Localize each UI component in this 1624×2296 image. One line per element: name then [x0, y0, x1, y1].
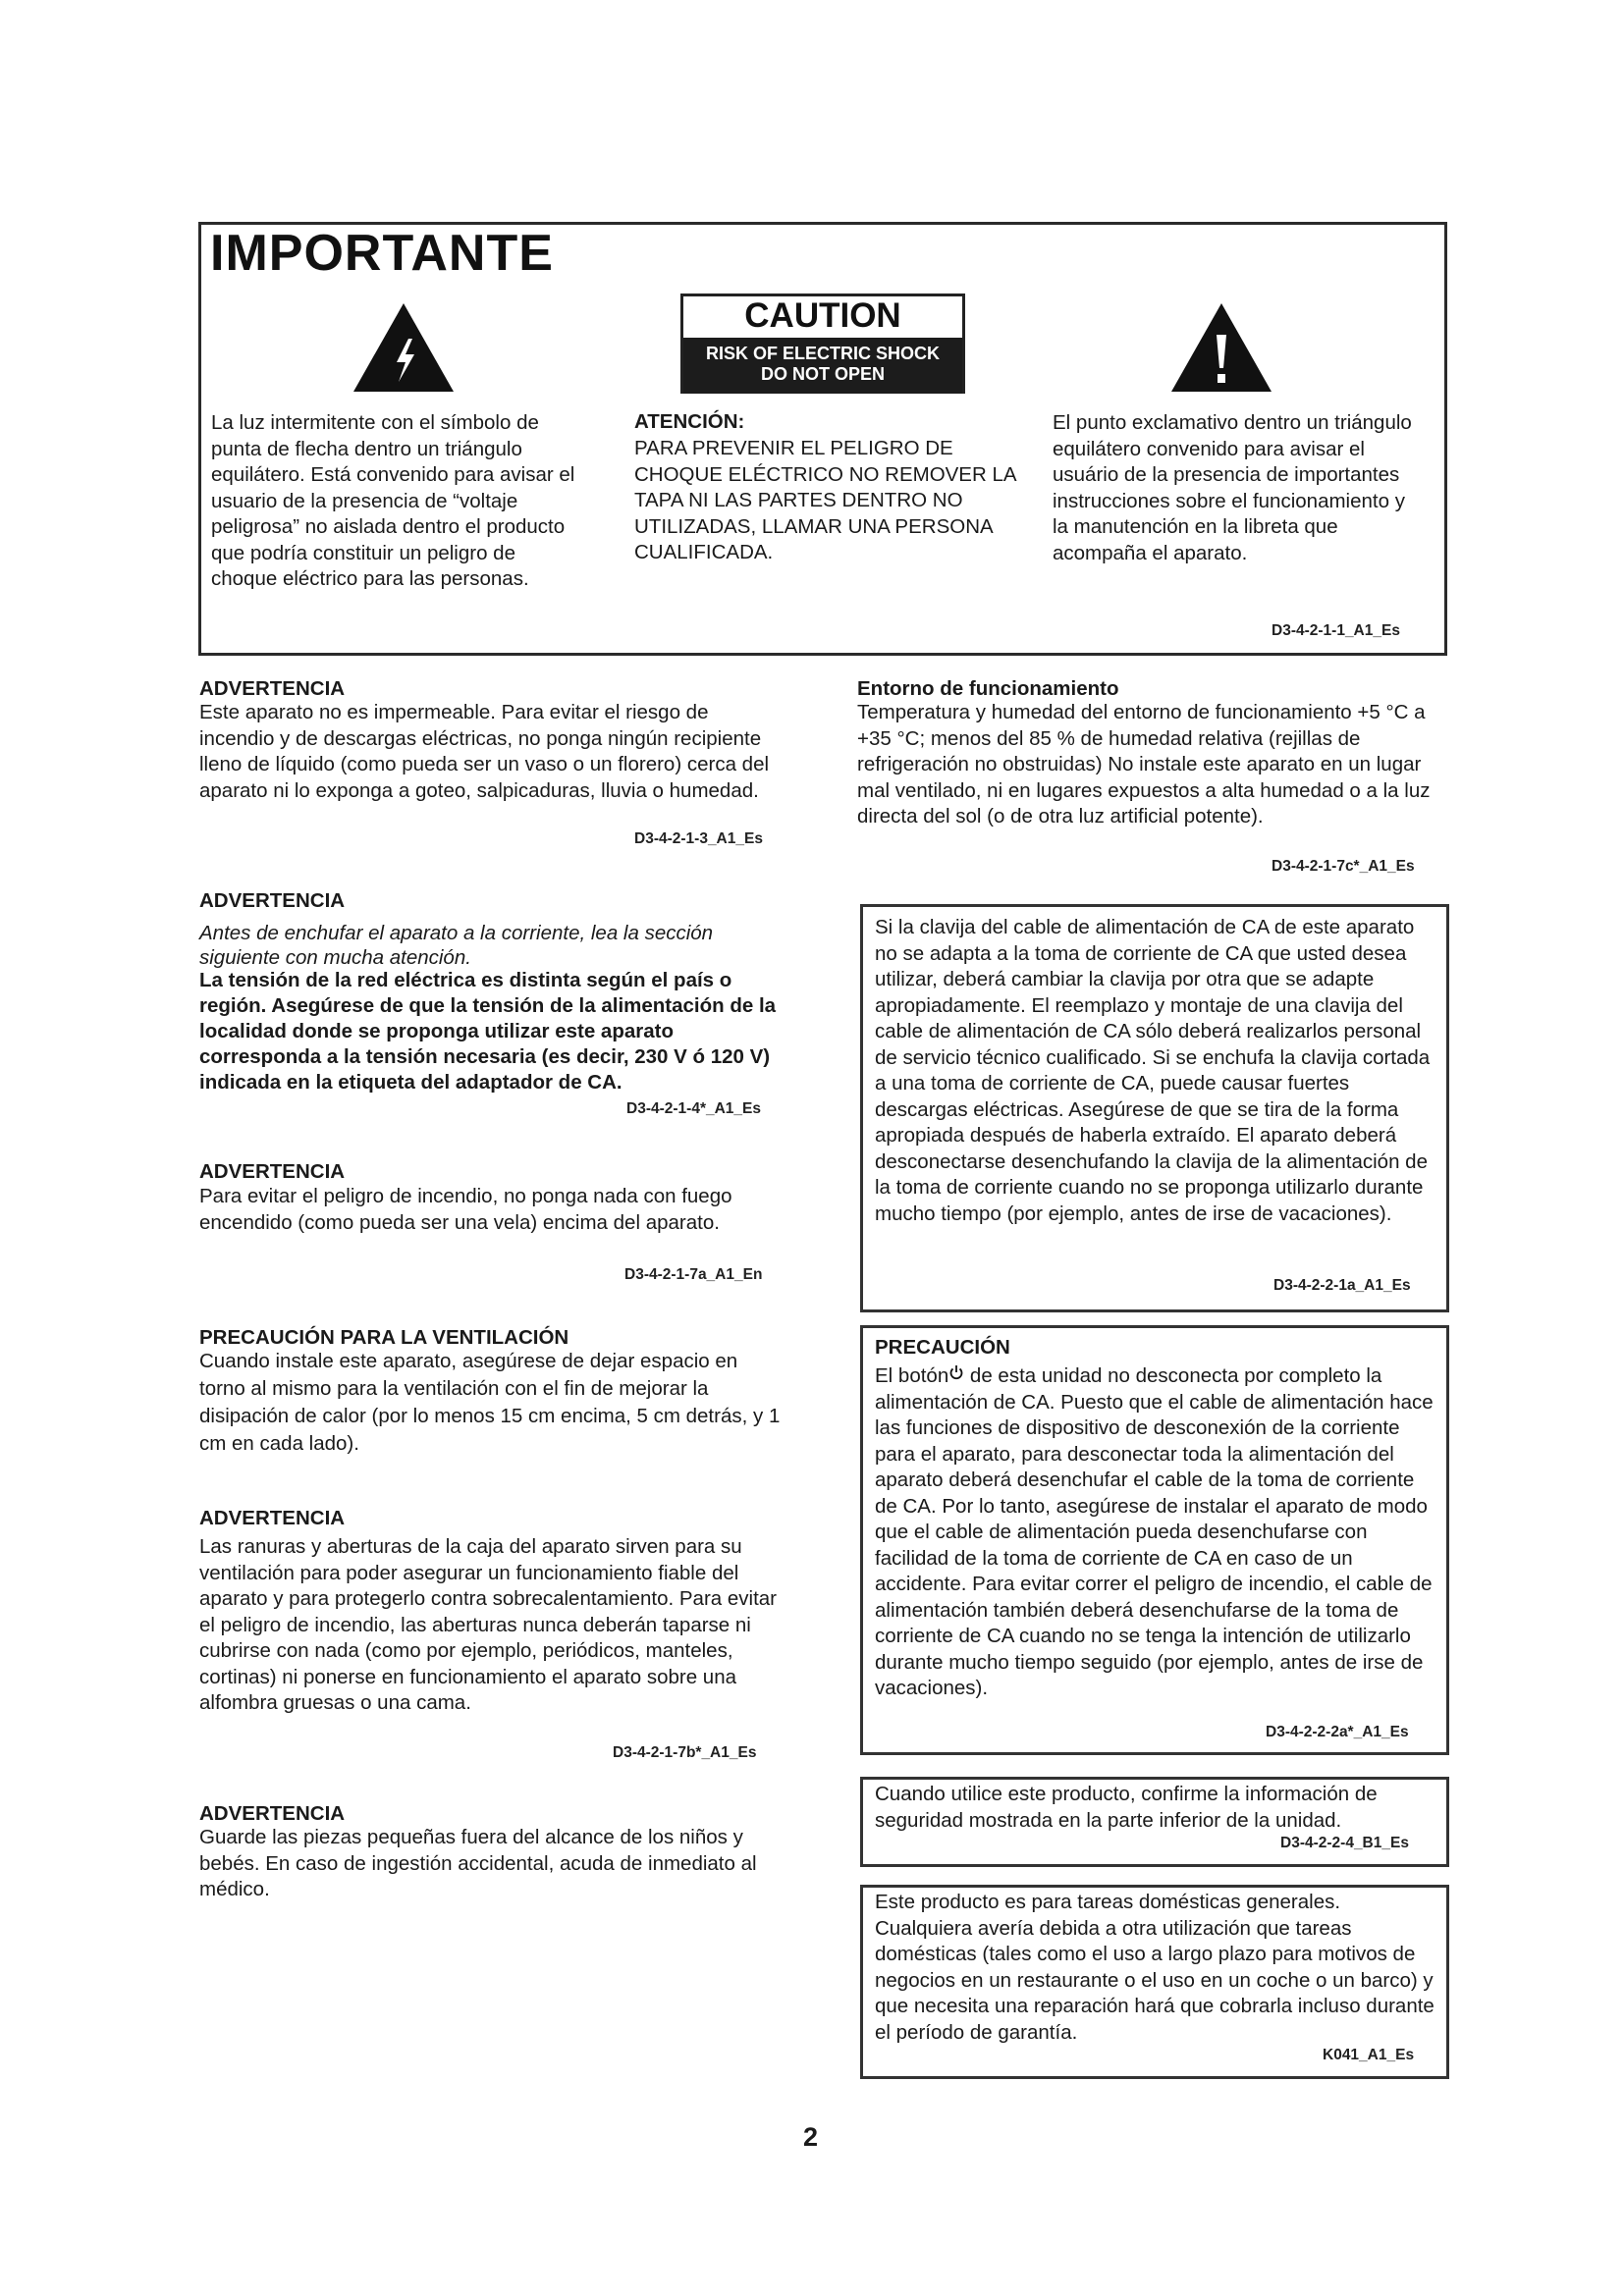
note-text-rest: de esta unidad no desconecta por completo la alimentación de CA. Puesto que el cable de alimentación hace las funciones de dispositivo de desconexión de la corriente para el aparato, para desconectar toda la alimentación del aparato deberá desenchufar el cable de la toma de corriente de CA. Por lo tanto, asegúrese de instalar el aparato de modo que el cable de alimentación pueda desenchufarse con facilidad de la toma de corriente de CA en caso de un accidente. Para evitar correr el peligro de incendio, el cable de alimentación también deberá desenchufarse de la toma de corriente de CA cuando no se tenga la intención de utilizarlo durante mucho tiempo seguido (por ejemplo, antes de irse de vacaciones).	[875, 1364, 1434, 1699]
reference-code: D3-4-2-2-4_B1_Es	[1280, 1835, 1409, 1851]
attention-text: PARA PREVENIR EL PELIGRO DE CHOQUE ELÉCTRICO NO REMOVER LA TAPA NI LAS PARTES DENTRO NO UTILIZADAS, LLAMAR UNA PERSONA CUALIFICADA.	[634, 437, 1016, 563]
lightning-description: La luz intermitente con el símbolo de punta de flecha dentro un triángulo equilátero. Está convenido para avisar el usuario de la presencia de “voltaje peligrosa” no aislada dentro el producto que podría constituir un peligro de choque eléctrico para las personas.	[211, 411, 575, 590]
reference-code: D3-4-2-1-1_A1_Es	[1272, 622, 1400, 639]
section-heading: ADVERTENCIA	[199, 889, 346, 912]
lightning-warning-icon	[350, 299, 458, 396]
safety-note-box	[860, 1777, 1449, 1867]
page-title: IMPORTANTE	[210, 225, 554, 282]
reference-code: D3-4-2-2-1a_A1_Es	[1273, 1277, 1411, 1294]
section-text: Las ranuras y aberturas de la caja del aparato sirven para su ventilación para poder asegurar un funcionamiento fiable del aparato y para protegerlo contra sobrecalentamiento. Para evitar el peligro de incendio, las aberturas nunca deberán taparse ni cubrirse con nada (como por ejemplo, periódicos, manteles, cortinas) ni ponerse en funcionamiento el aparato sobre una alfombra gruesas o una cama.	[199, 1535, 778, 1714]
section-text: Cuando instale este aparato, asegúrese de dejar espacio en torno al mismo para la ventilación con el fin de mejorar la disipación de calor (por lo menos 15 cm encima, 5 cm detrás, y 1 cm en cada lado).	[199, 1350, 781, 1455]
caution-bar	[683, 338, 962, 394]
reference-code: D3-4-2-1-3_A1_Es	[634, 830, 763, 847]
section-heading: ADVERTENCIA	[199, 1507, 346, 1529]
section-italic-text: Antes de enchufar el aparato a la corriente, lea la sección siguiente con mucha atención.	[199, 922, 714, 969]
caution-word: CAUTION	[744, 296, 901, 335]
section-heading: Entorno de funcionamiento	[857, 677, 1119, 700]
section-text: Temperatura y humedad del entorno de funcionamiento +5 °C a +35 °C; menos del 85 % de humedad relativa (rejillas de refrigeración no obstruidas) No instale este aparato en un lugar mal ventilado, ni en lugares expuestos a alta humedad o a la luz directa del sol (o de otra luz artificial potente).	[857, 701, 1431, 828]
reference-code: D3-4-2-1-7b*_A1_Es	[613, 1744, 757, 1761]
section-heading: ADVERTENCIA	[199, 677, 346, 700]
section-text: Guarde las piezas pequeñas fuera del alcance de los niños y bebés. En caso de ingestión accidental, acuda de inmediato al médico.	[199, 1826, 757, 1900]
section-text: Este aparato no es impermeable. Para evitar el riesgo de incendio y de descargas eléctricas, no ponga ningún recipiente lleno de líquido (como pueda ser un vaso o un florero) cerca del aparato ni lo exponga a goteo, salpicaduras, lluvia o humedad.	[199, 701, 770, 802]
reference-code: D3-4-2-1-4*_A1_Es	[626, 1100, 761, 1117]
note-text	[875, 1363, 1436, 1702]
power-icon	[948, 1364, 964, 1380]
section-bold-text: La tensión de la red eléctrica es distinta según el país o región. Asegúrese de que la tensión de la alimentación de la localidad donde se proponga utilizar este aparato corresponda a la tensión necesaria (es decir, 230 V ó 120 V) indicada en la etiqueta del adaptador de CA.	[199, 969, 777, 1094]
page-number: 2	[803, 2122, 819, 2152]
reference-code: D3-4-2-1-7c*_A1_Es	[1272, 858, 1415, 875]
note-text: Este producto es para tareas domésticas generales. Cualquiera avería debida a otra utilización que tareas domésticas (tales como el uso a largo plazo para motivos de negocios en un restaurante o el uso en un coche o un barco) y que necesita una reparación hará que cobrarla incluso durante el período de garantía.	[875, 1891, 1435, 2044]
section-heading: PRECAUCIÓN	[875, 1336, 1010, 1359]
section-heading: PRECAUCIÓN PARA LA VENTILACIÓN	[199, 1326, 569, 1349]
attention-heading: ATENCIÓN:	[634, 410, 745, 433]
reference-code: D3-4-2-2-2a*_A1_Es	[1266, 1724, 1409, 1740]
caution-line-1: RISK OF ELECTRIC SHOCK	[705, 344, 940, 363]
section-heading: ADVERTENCIA	[199, 1802, 346, 1825]
plug-note-box	[860, 904, 1449, 1312]
home-use-note-box	[860, 1885, 1449, 2079]
exclamation-description: El punto exclamativo dentro un triángulo equilátero convenido para avisar el usuário de la presencia de importantes instrucciones sobre el funcionamiento y la manutención en la libreta que acompaña el aparato.	[1053, 411, 1412, 564]
precaution-box	[860, 1325, 1449, 1755]
note-text: Cuando utilice este producto, confirme la información de seguridad mostrada en la parte inferior de la unidad.	[875, 1783, 1378, 1832]
note-text-start: El botón	[875, 1364, 949, 1387]
section-heading: ADVERTENCIA	[199, 1160, 346, 1183]
exclamation-warning-icon	[1167, 299, 1275, 396]
reference-code: K041_A1_Es	[1323, 2047, 1415, 2063]
caution-line-2: DO NOT OPEN	[760, 364, 885, 384]
section-text: Para evitar el peligro de incendio, no ponga nada con fuego encendido (como pueda ser una vela) encima del aparato.	[199, 1185, 732, 1234]
caution-label	[680, 294, 965, 394]
note-text: Si la clavija del cable de alimentación de CA de este aparato no se adapta a la toma de corriente de CA que usted desea utilizar, deberá cambiar la clavija por otra que se adapte apropiadamente. El reemplazo y montaje de una clavija del cable de alimentación de CA sólo deberá realizarlos personal de servicio técnico cualificado. Si se enchufa la clavija cortada a una toma de corriente de CA, puede causar fuertes descargas eléctricas. Asegúrese de que se tira de la forma apropiada después de haberla extraído. El aparato deberá desconectarse desenchufando la clavija de la alimentación de la toma de corriente cuando no se proponga utilizarlo durante mucho tiempo (por ejemplo, antes de irse de vacaciones).	[875, 916, 1431, 1225]
reference-code: D3-4-2-1-7a_A1_En	[624, 1266, 763, 1283]
